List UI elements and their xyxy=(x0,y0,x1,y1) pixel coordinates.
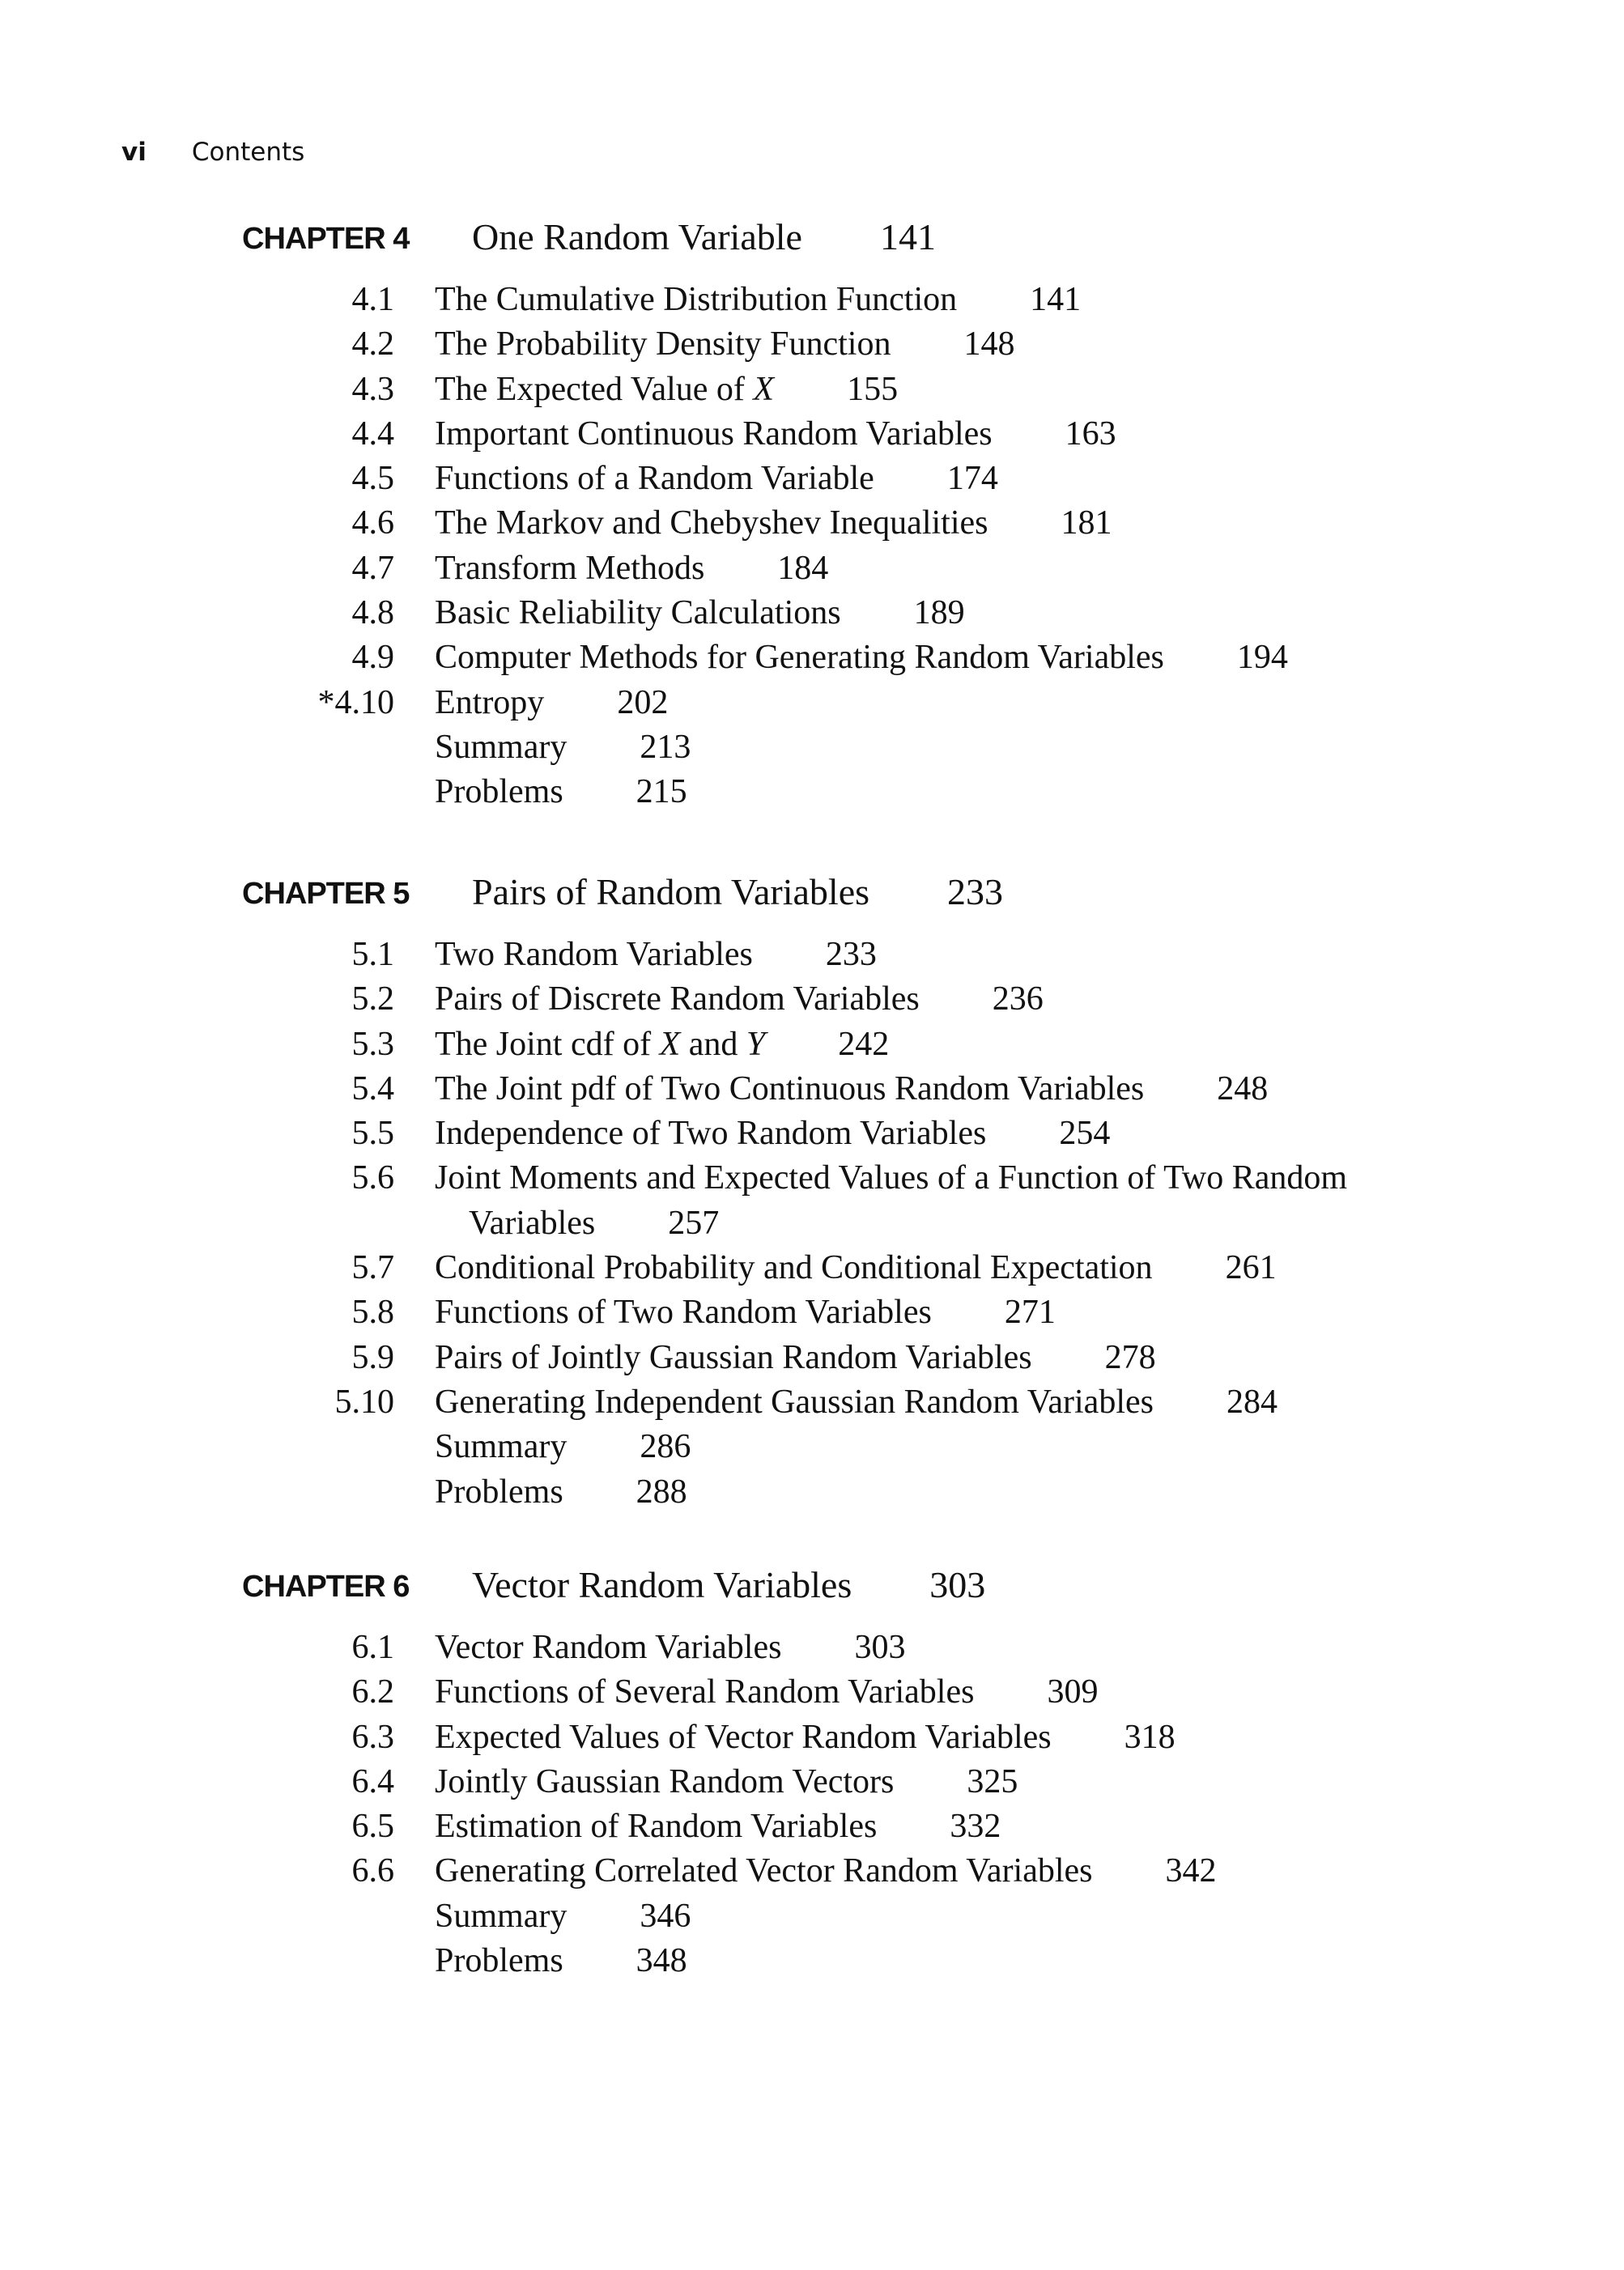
section-number: 6.2 xyxy=(351,1673,394,1711)
chapter-6 xyxy=(0,1563,1624,1983)
section-number: 4.6 xyxy=(351,504,394,542)
section-title xyxy=(435,1939,687,1983)
section-title xyxy=(435,1715,1175,1760)
section-title xyxy=(435,368,898,412)
toc-entry xyxy=(0,1112,1624,1156)
toc-entry xyxy=(0,591,1624,636)
section-title xyxy=(435,1380,1278,1425)
toc-entry xyxy=(0,1626,1624,1670)
chapter-title-text: One Random Variable xyxy=(472,216,802,257)
section-title-text: Generating Correlated Vector Random Variables xyxy=(435,1852,1093,1890)
section-title-text: Joint Moments and Expected Values of a Function of Two Random xyxy=(435,1159,1348,1197)
section-title-text: Two Random Variables xyxy=(435,936,753,973)
section-page: 261 xyxy=(1225,1249,1277,1287)
toc-entry xyxy=(0,1470,1624,1515)
toc-entry xyxy=(0,636,1624,680)
section-title xyxy=(435,1022,889,1067)
section-page: 284 xyxy=(1226,1383,1278,1421)
chapter-title xyxy=(472,1563,985,1606)
section-title xyxy=(435,412,1116,457)
section-page: 318 xyxy=(1124,1718,1175,1756)
section-page: 254 xyxy=(1059,1115,1111,1153)
section-page: 236 xyxy=(992,980,1044,1018)
toc-entry xyxy=(0,725,1624,770)
toc-entry xyxy=(0,977,1624,1022)
section-title-text: The Joint cdf of X and Y xyxy=(435,1025,766,1063)
section-list xyxy=(0,933,1624,1515)
section-number: 5.10 xyxy=(334,1383,394,1421)
section-page: 332 xyxy=(950,1808,1001,1846)
section-title xyxy=(435,1849,1217,1894)
section-page: 202 xyxy=(617,683,669,721)
chapter-5 xyxy=(0,870,1624,1515)
section-title-text: Jointly Gaussian Random Vectors xyxy=(435,1762,895,1800)
section-title xyxy=(435,1290,1056,1335)
section-title-continuation xyxy=(469,1201,719,1246)
section-page: 155 xyxy=(847,370,899,408)
running-head xyxy=(121,138,304,167)
section-title xyxy=(435,1626,905,1670)
section-title xyxy=(435,457,998,501)
toc-entry xyxy=(0,1246,1624,1290)
section-title xyxy=(435,1894,691,1939)
chapter-label: CHAPTER 4 xyxy=(242,222,410,256)
section-page: 271 xyxy=(1004,1294,1056,1332)
toc-entry xyxy=(0,770,1624,814)
toc-entry xyxy=(0,322,1624,367)
section-page: 242 xyxy=(838,1025,890,1063)
section-page: 141 xyxy=(1030,281,1082,318)
section-title-text: Independence of Two Random Variables xyxy=(435,1115,987,1153)
section-page: 346 xyxy=(640,1897,691,1935)
section-title-text: Problems xyxy=(435,1942,563,1980)
section-number: 5.1 xyxy=(351,936,394,973)
section-page: 213 xyxy=(640,728,691,766)
section-title xyxy=(435,1246,1277,1290)
running-head-label: Contents xyxy=(191,138,305,167)
section-number: 4.7 xyxy=(351,549,394,587)
section-title-text: Conditional Probability and Conditional Expectation xyxy=(435,1249,1153,1287)
section-title-text: Problems xyxy=(435,1473,563,1511)
section-title xyxy=(435,933,877,977)
toc-entry xyxy=(0,1805,1624,1849)
section-title-text: The Expected Value of X xyxy=(435,370,775,408)
chapter-label: CHAPTER 6 xyxy=(242,1570,410,1604)
section-list xyxy=(0,1626,1624,1983)
section-title-text: Problems xyxy=(435,773,563,811)
section-title-text: Generating Independent Gaussian Random Variables xyxy=(435,1383,1154,1421)
section-title xyxy=(435,1805,1001,1849)
section-number: 4.3 xyxy=(351,370,394,408)
section-title-text: Computer Methods for Generating Random Variables xyxy=(435,639,1164,677)
section-page: 148 xyxy=(963,325,1015,363)
section-page: 348 xyxy=(636,1942,687,1980)
section-title-text: Expected Values of Vector Random Variables xyxy=(435,1718,1052,1756)
toc-entry xyxy=(0,1156,1624,1201)
section-page: 278 xyxy=(1104,1338,1156,1376)
section-page: 174 xyxy=(946,460,998,498)
toc-entry xyxy=(0,501,1624,546)
toc-entry xyxy=(0,933,1624,977)
section-number: 5.2 xyxy=(351,980,394,1018)
section-title xyxy=(435,1112,1110,1156)
chapter-page: 141 xyxy=(879,216,936,257)
section-number: 5.9 xyxy=(351,1338,394,1376)
section-number: 6.4 xyxy=(351,1762,394,1800)
section-title-text: The Probability Density Function xyxy=(435,325,891,363)
section-page: 325 xyxy=(967,1762,1018,1800)
page-number: vi xyxy=(121,138,147,167)
section-title-text: Summary xyxy=(435,1897,568,1935)
section-number: 6.5 xyxy=(351,1808,394,1846)
section-title xyxy=(435,501,1112,546)
toc-entry xyxy=(0,1670,1624,1715)
toc-entry xyxy=(0,1894,1624,1939)
section-title xyxy=(435,1470,687,1515)
section-number: 5.3 xyxy=(351,1025,394,1063)
section-title xyxy=(435,977,1044,1022)
section-number: 5.8 xyxy=(351,1294,394,1332)
section-title xyxy=(435,1425,691,1469)
section-title-text: The Cumulative Distribution Function xyxy=(435,281,958,318)
section-title-text: Summary xyxy=(435,1428,568,1466)
section-number: 4.5 xyxy=(351,460,394,498)
section-title-text: Vector Random Variables xyxy=(435,1629,782,1666)
section-page: 189 xyxy=(913,594,965,632)
section-title-text: Transform Methods xyxy=(435,549,705,587)
section-title-text: Estimation of Random Variables xyxy=(435,1808,878,1846)
chapter-label: CHAPTER 5 xyxy=(242,877,410,911)
section-page: 303 xyxy=(854,1629,906,1666)
section-title-text: Basic Reliability Calculations xyxy=(435,594,841,632)
toc-entry xyxy=(0,1715,1624,1760)
toc-entry xyxy=(0,1067,1624,1112)
section-page: 286 xyxy=(640,1428,691,1466)
section-page: 194 xyxy=(1236,639,1288,677)
chapter-title-text: Vector Random Variables xyxy=(472,1564,852,1605)
section-number: *4.10 xyxy=(317,683,394,721)
section-title-text: Summary xyxy=(435,728,568,766)
section-title xyxy=(435,278,1081,322)
section-number: 4.1 xyxy=(351,281,394,318)
section-title xyxy=(435,636,1288,680)
chapter-title xyxy=(472,870,1003,913)
chapter-title-text: Pairs of Random Variables xyxy=(472,871,870,912)
section-page: 181 xyxy=(1061,504,1112,542)
toc-entry xyxy=(0,1939,1624,1983)
toc-entry xyxy=(0,278,1624,322)
section-number: 5.7 xyxy=(351,1249,394,1287)
section-title-text: Entropy xyxy=(435,683,545,721)
toc-entry xyxy=(0,1760,1624,1805)
section-number: 5.4 xyxy=(351,1069,394,1107)
section-number: 6.3 xyxy=(351,1718,394,1756)
section-title-text: Pairs of Jointly Gaussian Random Variables xyxy=(435,1338,1032,1376)
section-title-text: Pairs of Discrete Random Variables xyxy=(435,980,920,1018)
section-title xyxy=(435,546,828,591)
section-page: 215 xyxy=(636,773,687,811)
section-title xyxy=(435,681,668,725)
section-title xyxy=(435,591,965,636)
toc-entry xyxy=(0,681,1624,725)
chapter-title xyxy=(472,215,936,258)
section-title-text: Functions of Several Random Variables xyxy=(435,1673,975,1711)
section-title xyxy=(435,1670,1098,1715)
section-title xyxy=(435,1156,1347,1201)
section-title-text: The Joint pdf of Two Continuous Random Variables xyxy=(435,1069,1145,1107)
chapter-page: 233 xyxy=(947,871,1004,912)
section-title-text: Important Continuous Random Variables xyxy=(435,414,993,453)
toc-entry xyxy=(0,1425,1624,1469)
section-page: 163 xyxy=(1065,414,1116,453)
section-title-text: The Markov and Chebyshev Inequalities xyxy=(435,504,988,542)
toc-entry-continuation xyxy=(0,1201,1624,1246)
toc-entry xyxy=(0,546,1624,591)
toc-entry xyxy=(0,1336,1624,1380)
section-page: 184 xyxy=(777,549,829,587)
chapter-heading xyxy=(0,870,1624,919)
toc-entry xyxy=(0,368,1624,412)
chapter-4 xyxy=(0,215,1624,815)
section-number: 4.8 xyxy=(351,594,394,632)
toc-entry xyxy=(0,412,1624,457)
section-title xyxy=(435,322,1014,367)
section-title-text: Functions of a Random Variable xyxy=(435,460,874,498)
section-title-text: Variables xyxy=(469,1204,596,1242)
section-number: 4.2 xyxy=(351,325,394,363)
section-page: 257 xyxy=(668,1204,720,1242)
section-number: 6.1 xyxy=(351,1629,394,1666)
section-page: 248 xyxy=(1217,1069,1269,1107)
toc-entry xyxy=(0,1022,1624,1067)
toc-entry xyxy=(0,1849,1624,1894)
section-number: 4.9 xyxy=(351,639,394,677)
section-title xyxy=(435,1336,1156,1380)
section-number: 5.6 xyxy=(351,1159,394,1197)
toc-entry xyxy=(0,457,1624,501)
section-page: 309 xyxy=(1047,1673,1099,1711)
section-page: 233 xyxy=(825,936,877,973)
section-page: 288 xyxy=(636,1473,687,1511)
chapter-heading xyxy=(0,215,1624,264)
chapter-page: 303 xyxy=(929,1564,986,1605)
section-title-text: Functions of Two Random Variables xyxy=(435,1294,932,1332)
section-title xyxy=(435,1067,1268,1112)
section-title xyxy=(435,770,687,814)
toc-entry xyxy=(0,1290,1624,1335)
section-page: 342 xyxy=(1165,1852,1217,1890)
section-number: 4.4 xyxy=(351,414,394,453)
section-title xyxy=(435,725,691,770)
toc-entry xyxy=(0,1380,1624,1425)
section-number: 6.6 xyxy=(351,1852,394,1890)
chapter-heading xyxy=(0,1563,1624,1612)
section-title xyxy=(435,1760,1018,1805)
section-list xyxy=(0,278,1624,815)
section-number: 5.5 xyxy=(351,1115,394,1153)
